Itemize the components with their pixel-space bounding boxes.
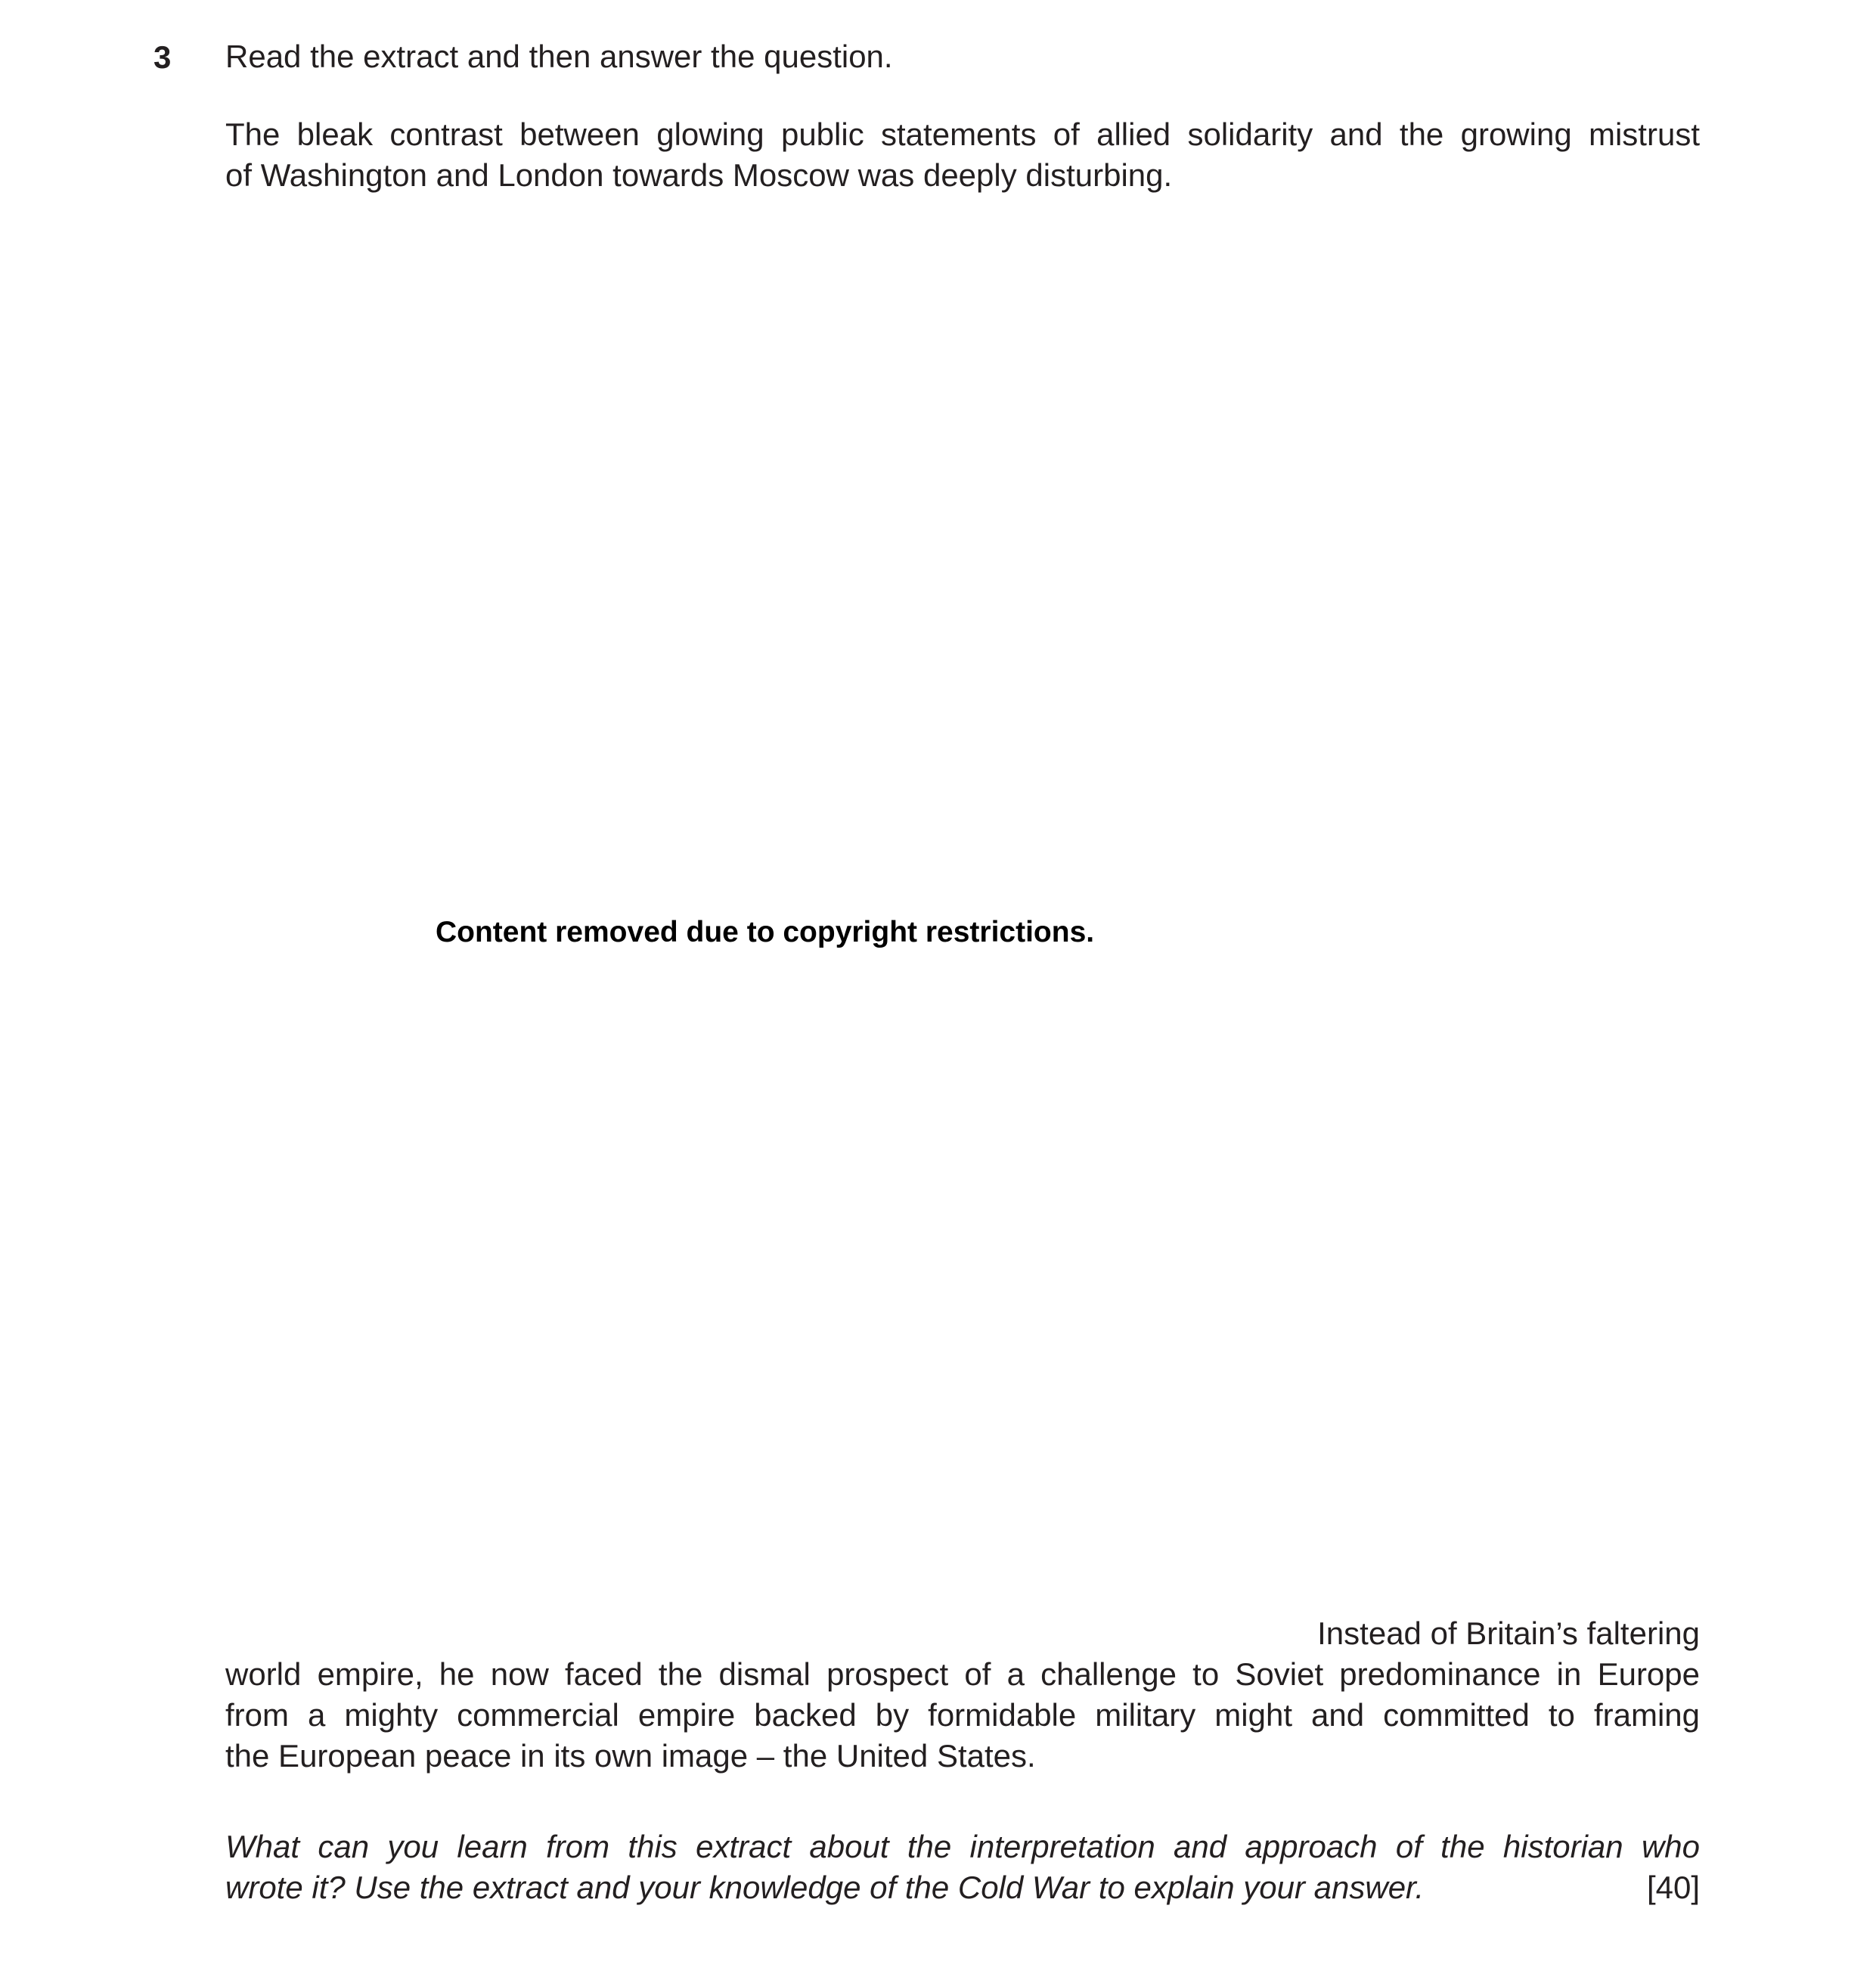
- extract-paragraph-1: [225, 114, 1700, 196]
- question-instruction: Read the extract and then answer the question.: [225, 39, 893, 74]
- extract-line: of Washington and London towards Moscow was deeply disturbing.: [225, 157, 1173, 193]
- copyright-removed-notice: Content removed due to copyright restrictions.: [436, 916, 1095, 948]
- extract-line: from a mighty commercial empire backed by formidable military might and committed to framing: [225, 1697, 1700, 1733]
- extract-line: The bleak contrast between glowing public statements of allied solidarity and the growing mistrust: [225, 116, 1700, 152]
- prompt-line: What can you learn from this extract about the interpretation and approach of the historian who: [225, 1829, 1700, 1864]
- question-prompt: [225, 1826, 1700, 1908]
- extract-line: Instead of Britain’s faltering: [1317, 1615, 1700, 1651]
- extract-line: world empire, he now faced the dismal prospect of a challenge to Soviet predominance in Europe: [225, 1656, 1700, 1692]
- extract-line: the European peace in its own image – the United States.: [225, 1738, 1036, 1774]
- prompt-line: wrote it? Use the extract and your knowledge of the Cold War to explain your answer.: [225, 1870, 1425, 1905]
- marks-label: [40]: [1646, 1870, 1700, 1905]
- prompt-last-line: [225, 1867, 1700, 1908]
- extract-paragraph-2: [225, 1613, 1700, 1777]
- question-number: 3: [153, 39, 172, 75]
